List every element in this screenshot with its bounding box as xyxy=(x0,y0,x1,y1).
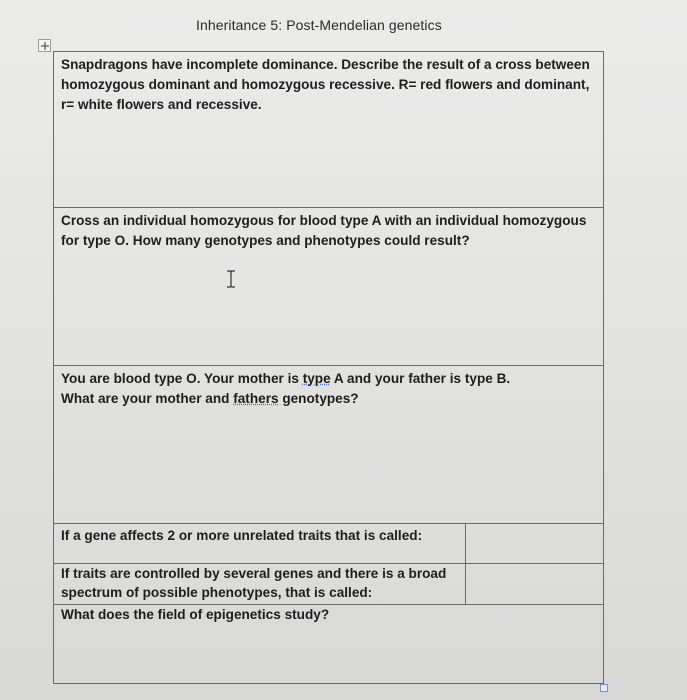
table-move-handle-icon[interactable] xyxy=(38,39,51,52)
question-table xyxy=(53,51,604,684)
table-row-blood-type-cross[interactable] xyxy=(54,208,603,366)
question-line-2-start: What are your mother and xyxy=(61,391,234,406)
question-blood-type-cross: Cross an individual homozygous for blood type A with an individual homozygous for type O. How many genotypes and phenotypes could result? xyxy=(61,213,587,248)
table-row-parents-genotypes[interactable] xyxy=(54,366,603,524)
table-resize-handle-icon[interactable] xyxy=(600,684,608,692)
table-row-snapdragons[interactable] xyxy=(54,52,603,208)
question-line-2-end: genotypes? xyxy=(278,391,359,406)
answer-cell-polygenic[interactable] xyxy=(465,564,466,604)
question-polygenic: If traits are controlled by several genes and there is a broad spectrum of possible phenotypes, that is called: xyxy=(61,566,447,600)
table-row-epigenetics[interactable] xyxy=(54,605,603,683)
answer-cell-pleiotropy[interactable] xyxy=(465,524,466,563)
table-row-polygenic[interactable] xyxy=(54,564,603,605)
spellcheck-word-fathers: fathers xyxy=(233,391,279,406)
question-parents-genotypes xyxy=(61,369,595,409)
question-epigenetics: What does the field of epigenetics study? xyxy=(61,607,330,622)
question-snapdragons: Snapdragons have incomplete dominance. Describe the result of a cross between homozygous dominant and homozygous recessive. R= red flowers and dominant, r= white flowers and recessive. xyxy=(61,57,590,112)
table-row-pleiotropy[interactable] xyxy=(54,524,603,564)
question-pleiotropy: If a gene affects 2 or more unrelated traits that is called: xyxy=(61,528,423,543)
text-cursor-icon xyxy=(225,270,237,293)
question-line-1-end: A and your father is type B. xyxy=(330,371,511,386)
page-title: Inheritance 5: Post-Mendelian genetics xyxy=(196,17,442,33)
spellcheck-word-type: type xyxy=(302,371,331,386)
question-line-1-start: You are blood type O. Your mother is xyxy=(61,371,303,386)
